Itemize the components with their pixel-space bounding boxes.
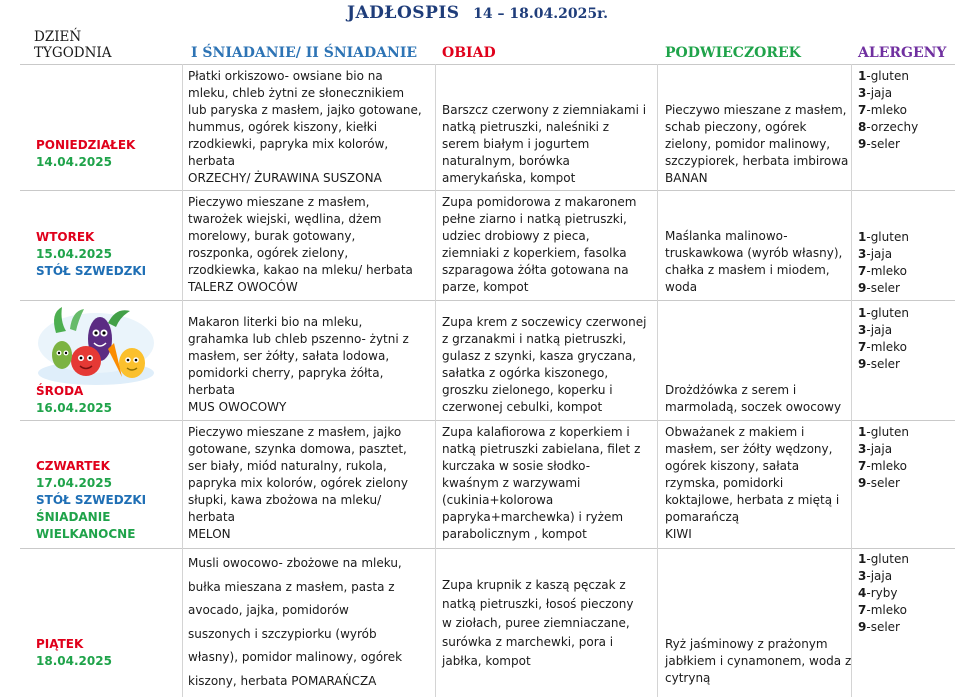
day-cell-monday <box>36 137 135 171</box>
allergen-item: 7-mleko <box>858 340 907 354</box>
day-cell-thursday <box>36 458 146 543</box>
divider <box>20 64 955 65</box>
header-lunch: OBIAD <box>442 45 496 61</box>
day-date: 17.04.2025 <box>36 476 112 490</box>
allergen-item: 1-gluten <box>858 306 909 320</box>
day-cell-friday <box>36 636 112 670</box>
allergen-item: 4-ryby <box>858 586 898 600</box>
day-name: PIĄTEK <box>36 637 84 651</box>
divider <box>182 64 183 697</box>
allergen-item: 3-jaja <box>858 569 893 583</box>
allergen-item: 3-jaja <box>858 86 893 100</box>
allergen-item: 7-mleko <box>858 459 907 473</box>
day-name: WTOREK <box>36 230 95 244</box>
snack-cell: Obważanek z makiem i masłem, ser żółty wędzony, ogórek kiszony, sałata rzymska, pomidorki koktajlowe, herbata z miętą i pomarańczą KIWI <box>665 425 840 541</box>
snack-cell: Pieczywo mieszane z masłem, schab pieczony, ogórek zielony, pomidor malinowy, szczypiorek, herbata imbirowa BANAN <box>665 103 849 185</box>
allergen-item: 7-mleko <box>858 603 907 617</box>
day-extra: STÓŁ SZWEDZKI <box>36 264 147 278</box>
breakfast-cell: Pieczywo mieszane z masłem, twarożek wiejski, wędlina, dżem morelowy, burak gotowany, roszponka, ogórek zielony, rzodkiewka, kakao na mleku/ herbata TALERZ OWOCÓW <box>188 195 413 294</box>
breakfast-cell: Makaron literki bio na mleku, grahamka lub chleb pszenno- żytni z masłem, ser żółty, sałata lodowa, pomidorki cherry, papryka żółta, herbata MUS OWOCOWY <box>188 315 409 414</box>
day-extra-2: ŚNIADANIE WIELKANOCNE <box>36 510 136 541</box>
lunch-cell: Zupa kalafiorowa z koperkiem i natką pietruszki zabielana, filet z kurczaka w sosie słodko- kwaśnym z warzywami (cukinia+kolorowa papryka+marchewka) i ryżem parabolicznym , kompot <box>442 425 641 541</box>
allergen-item: 1-gluten <box>858 552 909 566</box>
allergen-item: 7-mleko <box>858 103 907 117</box>
divider <box>20 420 955 421</box>
day-date: 18.04.2025 <box>36 654 112 668</box>
lunch-cell: Zupa krem z soczewicy czerwonej z grzanakmi i natką pietruszki, gulasz z szynki, kasza gryczana, sałatka z ogórka kiszonego, groszku zielonego, koperku i czerwonej cebulki, kompot <box>442 315 647 414</box>
allergen-item: 9-seler <box>858 281 900 295</box>
day-date: 16.04.2025 <box>36 401 112 415</box>
divider <box>435 64 436 697</box>
header-snack: PODWIECZOREK <box>665 45 801 61</box>
day-cell-tuesday <box>36 229 146 280</box>
allergen-item: 3-jaja <box>858 323 893 337</box>
header-allergens: ALERGENY <box>858 45 947 61</box>
divider <box>657 64 658 697</box>
breakfast-cell: Pieczywo mieszane z masłem, jajko gotowane, szynka domowa, pasztet, ser biały, miód naturalny, rukola, papryka mix kolorów, ogórek zielony słupki, kawa zbożowa na mleku/ herbata MELON <box>188 425 408 541</box>
divider <box>851 64 852 697</box>
day-extra: STÓŁ SZWEDZKI <box>36 493 147 507</box>
allergen-item: 1-gluten <box>858 230 909 244</box>
day-date: 14.04.2025 <box>36 155 112 169</box>
lunch-cell: Zupa krupnik z kaszą pęczak z natką pietruszki, łosoś pieczony w ziołach, puree ziemniaczane, surówka z marchewki, pora i jabłka, kompot <box>442 578 634 668</box>
title-dates: 14 – 18.04.2025r. <box>473 6 609 22</box>
allergen-list <box>858 305 909 373</box>
day-cell-wednesday <box>36 383 112 417</box>
allergen-item: 3-jaja <box>858 442 893 456</box>
snack-cell: Ryż jaśminowy z prażonym jabłkiem i cynamonem, woda z cytryną <box>665 637 852 685</box>
title-main: JADŁOSPIS <box>346 3 460 23</box>
lunch-cell: Barszcz czerwony z ziemniakami i natką pietruszki, naleśniki z serem białym i jogurtem naturalnym, borówka amerykańska, kompot <box>442 103 647 185</box>
allergen-item: 9-seler <box>858 137 900 151</box>
vegetables-illustration <box>36 303 156 385</box>
allergen-item: 8-orzechy <box>858 120 919 134</box>
day-name: ŚRODA <box>36 384 84 398</box>
header-day: DZIEŃ TYGODNIA <box>34 29 112 61</box>
allergen-item: 3-jaja <box>858 247 893 261</box>
divider <box>20 300 955 301</box>
allergen-item: 9-seler <box>858 357 900 371</box>
divider <box>20 190 955 191</box>
allergen-item: 1-gluten <box>858 69 909 83</box>
breakfast-cell: Musli owocowo- zbożowe na mleku, bułka mieszana z masłem, pasta z avocado, jajka, pomidorów suszonych i szczypiorku (wyrób własny), pomidor malinowy, ogórek kiszony, herbata POMARAŃCZA <box>188 556 403 688</box>
day-name: PONIEDZIAŁEK <box>36 138 136 152</box>
allergen-list <box>858 551 909 636</box>
divider <box>20 548 955 549</box>
allergen-item: 7-mleko <box>858 264 907 278</box>
allergen-item: 1-gluten <box>858 425 909 439</box>
page-title <box>0 3 955 23</box>
allergen-list <box>858 424 909 492</box>
header-breakfast: I ŚNIADANIE/ II ŚNIADANIE <box>191 45 418 61</box>
allergen-item: 9-seler <box>858 620 900 634</box>
snack-cell: Drożdżówka z serem i marmoladą, soczek owocowy <box>665 383 842 414</box>
snack-cell: Maślanka malinowo- truskawkowa (wyrób własny), chałka z masłem i miodem, woda <box>665 229 843 294</box>
lunch-cell: Zupa pomidorowa z makaronem pełne ziarno i natką pietruszki, udziec drobiowy z pieca, ziemniaki z koperkiem, fasolka szparagowa żółta gotowana na parze, kompot <box>442 195 637 294</box>
breakfast-cell: Płatki orkiszowo- owsiane bio na mleku, chleb żytni ze słonecznikiem lub paryska z masłem, jajko gotowane, hummus, ogórek kiszony, kiełki rzodkiewki, papryka mix kolorów, herbata ORZECHY/ ŻURAWINA SUSZONA <box>188 69 422 185</box>
allergen-list <box>858 68 918 153</box>
allergen-list <box>858 229 909 297</box>
allergen-item: 9-seler <box>858 476 900 490</box>
day-date: 15.04.2025 <box>36 247 112 261</box>
day-name: CZWARTEK <box>36 459 110 473</box>
